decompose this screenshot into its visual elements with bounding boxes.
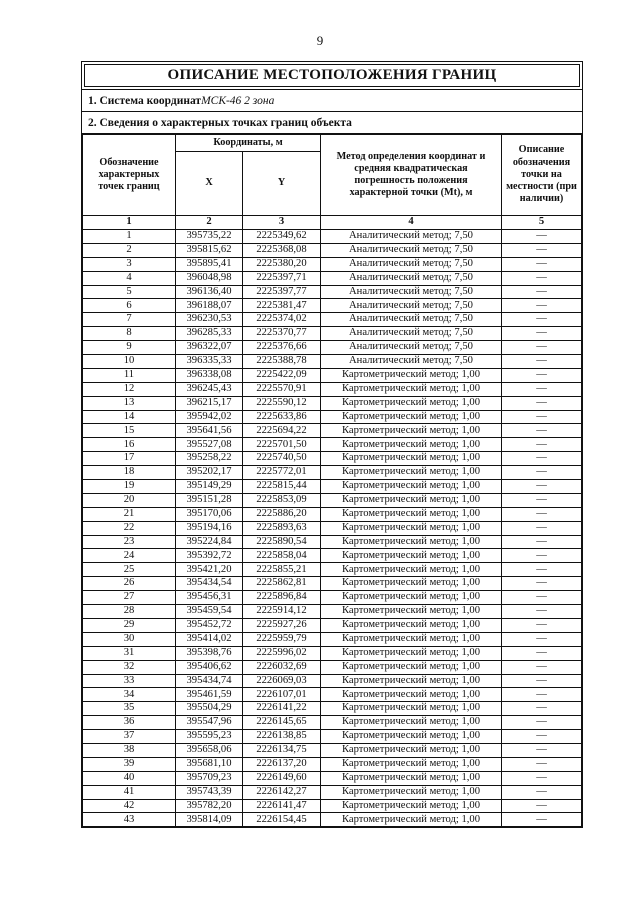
method-cell: Картометрический метод; 1,00: [321, 368, 502, 382]
coordinate-system-value: МСК-46 2 зона: [201, 94, 275, 107]
point-number: 38: [83, 743, 176, 757]
description-cell: —: [502, 702, 582, 716]
table-row: [83, 730, 582, 744]
description-cell: —: [502, 813, 582, 827]
table-row: [83, 424, 582, 438]
table-row: [83, 521, 582, 535]
table-row: [83, 480, 582, 494]
point-number: 32: [83, 660, 176, 674]
coord-y: 2225855,21: [243, 563, 321, 577]
coord-x: 395398,76: [176, 646, 243, 660]
description-cell: —: [502, 577, 582, 591]
coord-y: 2225896,84: [243, 591, 321, 605]
table-row: [83, 243, 582, 257]
coord-x: 395595,23: [176, 730, 243, 744]
coord-y: 2225858,04: [243, 549, 321, 563]
point-number: 29: [83, 618, 176, 632]
point-number: 8: [83, 327, 176, 341]
method-cell: Аналитический метод; 7,50: [321, 257, 502, 271]
coord-y: 2226107,01: [243, 688, 321, 702]
table-row: [83, 785, 582, 799]
description-cell: —: [502, 424, 582, 438]
coord-x: 395456,31: [176, 591, 243, 605]
coord-y: 2225570,91: [243, 382, 321, 396]
table-row: [83, 341, 582, 355]
header-method: Метод определения координат и средняя квадратическая погрешность положения характерной точки (Mt), м: [321, 135, 502, 216]
description-cell: —: [502, 549, 582, 563]
point-number: 5: [83, 285, 176, 299]
column-number: 1: [83, 216, 176, 230]
table-row: [83, 771, 582, 785]
method-cell: Аналитический метод; 7,50: [321, 230, 502, 244]
coord-x: 395743,39: [176, 785, 243, 799]
description-cell: —: [502, 674, 582, 688]
point-number: 20: [83, 493, 176, 507]
description-cell: —: [502, 507, 582, 521]
description-cell: —: [502, 396, 582, 410]
description-cell: —: [502, 632, 582, 646]
coord-x: 395942,02: [176, 410, 243, 424]
coord-x: 396322,07: [176, 341, 243, 355]
coord-x: 395709,23: [176, 771, 243, 785]
table-row: [83, 757, 582, 771]
coord-y: 2225914,12: [243, 605, 321, 619]
coord-x: 395202,17: [176, 466, 243, 480]
description-cell: —: [502, 243, 582, 257]
method-cell: Картометрический метод; 1,00: [321, 493, 502, 507]
description-cell: —: [502, 716, 582, 730]
point-number: 1: [83, 230, 176, 244]
section-2-heading: 2. Сведения о характерных точках границ объекта: [82, 112, 582, 134]
point-number: 18: [83, 466, 176, 480]
table-row: [83, 563, 582, 577]
point-number: 3: [83, 257, 176, 271]
coord-x: 395194,16: [176, 521, 243, 535]
coord-x: 396048,98: [176, 271, 243, 285]
coord-y: 2226137,20: [243, 757, 321, 771]
point-number: 33: [83, 674, 176, 688]
table-row: [83, 660, 582, 674]
coord-y: 2225381,47: [243, 299, 321, 313]
table-row: [83, 632, 582, 646]
description-cell: —: [502, 730, 582, 744]
point-number: 43: [83, 813, 176, 827]
coord-y: 2225374,02: [243, 313, 321, 327]
table-row: [83, 577, 582, 591]
point-number: 24: [83, 549, 176, 563]
point-number: 39: [83, 757, 176, 771]
coord-x: 396136,40: [176, 285, 243, 299]
coord-y: 2226138,85: [243, 730, 321, 744]
coord-y: 2225853,09: [243, 493, 321, 507]
column-number: 3: [243, 216, 321, 230]
coord-y: 2225370,77: [243, 327, 321, 341]
table-row: [83, 688, 582, 702]
method-cell: Картометрический метод; 1,00: [321, 674, 502, 688]
coord-y: 2225349,62: [243, 230, 321, 244]
method-cell: Аналитический метод; 7,50: [321, 341, 502, 355]
table-row: [83, 618, 582, 632]
table-row: [83, 313, 582, 327]
method-cell: Аналитический метод; 7,50: [321, 355, 502, 369]
coord-x: 395815,62: [176, 243, 243, 257]
coord-x: 395527,08: [176, 438, 243, 452]
coord-y: 2225772,01: [243, 466, 321, 480]
description-cell: —: [502, 618, 582, 632]
coord-y: 2225890,54: [243, 535, 321, 549]
table-row: [83, 591, 582, 605]
method-cell: Аналитический метод; 7,50: [321, 327, 502, 341]
table-row: [83, 507, 582, 521]
table-row: [83, 813, 582, 827]
coord-x: 395658,06: [176, 743, 243, 757]
coord-y: 2225397,77: [243, 285, 321, 299]
method-cell: Картометрический метод; 1,00: [321, 577, 502, 591]
point-number: 30: [83, 632, 176, 646]
method-cell: Картометрический метод; 1,00: [321, 438, 502, 452]
coord-y: 2225380,20: [243, 257, 321, 271]
table-row: [83, 355, 582, 369]
point-number: 31: [83, 646, 176, 660]
coord-y: 2225927,26: [243, 618, 321, 632]
point-number: 21: [83, 507, 176, 521]
method-cell: Картометрический метод; 1,00: [321, 799, 502, 813]
coord-x: 395641,56: [176, 424, 243, 438]
header-x: X: [176, 152, 243, 216]
point-number: 7: [83, 313, 176, 327]
point-number: 2: [83, 243, 176, 257]
table-row: [83, 702, 582, 716]
coord-y: 2226141,22: [243, 702, 321, 716]
method-cell: Картометрический метод; 1,00: [321, 646, 502, 660]
title-row: [82, 62, 582, 90]
column-number: 4: [321, 216, 502, 230]
boundary-description-form: [81, 61, 583, 828]
description-cell: —: [502, 591, 582, 605]
point-number: 13: [83, 396, 176, 410]
method-cell: Картометрический метод; 1,00: [321, 507, 502, 521]
point-number: 23: [83, 535, 176, 549]
method-cell: Картометрический метод; 1,00: [321, 549, 502, 563]
coord-x: 395459,54: [176, 605, 243, 619]
table-row: [83, 535, 582, 549]
method-cell: Картометрический метод; 1,00: [321, 716, 502, 730]
coord-x: 395224,84: [176, 535, 243, 549]
coord-y: 2225422,09: [243, 368, 321, 382]
page-number: 9: [316, 33, 324, 48]
point-number: 9: [83, 341, 176, 355]
coord-y: 2226149,60: [243, 771, 321, 785]
point-number: 17: [83, 452, 176, 466]
header-coordinates: Координаты, м: [176, 135, 321, 152]
coord-x: 395434,74: [176, 674, 243, 688]
method-cell: Картометрический метод; 1,00: [321, 785, 502, 799]
point-number: 40: [83, 771, 176, 785]
description-cell: —: [502, 382, 582, 396]
method-cell: Аналитический метод; 7,50: [321, 299, 502, 313]
coord-x: 395547,96: [176, 716, 243, 730]
description-cell: —: [502, 313, 582, 327]
coord-x: 395406,62: [176, 660, 243, 674]
description-cell: —: [502, 438, 582, 452]
coord-x: 395452,72: [176, 618, 243, 632]
column-number: 5: [502, 216, 582, 230]
method-cell: Картометрический метод; 1,00: [321, 424, 502, 438]
method-cell: Картометрический метод; 1,00: [321, 591, 502, 605]
point-number: 42: [83, 799, 176, 813]
method-cell: Картометрический метод; 1,00: [321, 730, 502, 744]
point-number: 37: [83, 730, 176, 744]
method-cell: Картометрический метод; 1,00: [321, 813, 502, 827]
table-row: [83, 549, 582, 563]
method-cell: Аналитический метод; 7,50: [321, 243, 502, 257]
coord-y: 2226154,45: [243, 813, 321, 827]
table-row: [83, 452, 582, 466]
method-cell: Картометрический метод; 1,00: [321, 521, 502, 535]
table-row: [83, 716, 582, 730]
coord-x: 395421,20: [176, 563, 243, 577]
page-title: ОПИСАНИЕ МЕСТОПОЛОЖЕНИЯ ГРАНИЦ: [84, 64, 580, 87]
description-cell: —: [502, 771, 582, 785]
coord-x: 395258,22: [176, 452, 243, 466]
coord-x: 395895,41: [176, 257, 243, 271]
coord-x: 395814,09: [176, 813, 243, 827]
header-designation: Обозначение характерных точек границ: [83, 135, 176, 216]
point-number: 25: [83, 563, 176, 577]
points-table-body: [83, 216, 582, 827]
method-cell: Картометрический метод; 1,00: [321, 410, 502, 424]
description-cell: —: [502, 368, 582, 382]
method-cell: Картометрический метод; 1,00: [321, 743, 502, 757]
point-number: 22: [83, 521, 176, 535]
coord-y: 2225368,08: [243, 243, 321, 257]
coord-x: 395170,06: [176, 507, 243, 521]
description-cell: —: [502, 466, 582, 480]
method-cell: Картометрический метод; 1,00: [321, 563, 502, 577]
point-number: 16: [83, 438, 176, 452]
description-cell: —: [502, 521, 582, 535]
description-cell: —: [502, 757, 582, 771]
table-row: [83, 799, 582, 813]
table-row: [83, 438, 582, 452]
header-description: Описание обозначения точки на местности (при наличии): [502, 135, 582, 216]
point-number: 41: [83, 785, 176, 799]
column-number: 2: [176, 216, 243, 230]
coord-x: 395414,02: [176, 632, 243, 646]
table-row: [83, 466, 582, 480]
method-cell: Картометрический метод; 1,00: [321, 535, 502, 549]
coord-x: 395735,22: [176, 230, 243, 244]
point-number: 15: [83, 424, 176, 438]
description-cell: —: [502, 299, 582, 313]
description-cell: —: [502, 355, 582, 369]
table-row: [83, 230, 582, 244]
point-number: 34: [83, 688, 176, 702]
description-cell: —: [502, 785, 582, 799]
method-cell: Картометрический метод; 1,00: [321, 618, 502, 632]
description-cell: —: [502, 257, 582, 271]
method-cell: Картометрический метод; 1,00: [321, 660, 502, 674]
point-number: 36: [83, 716, 176, 730]
coord-y: 2226145,65: [243, 716, 321, 730]
description-cell: —: [502, 341, 582, 355]
description-cell: —: [502, 452, 582, 466]
coord-y: 2226141,47: [243, 799, 321, 813]
table-row: [83, 285, 582, 299]
description-cell: —: [502, 660, 582, 674]
coord-y: 2226032,69: [243, 660, 321, 674]
point-number: 12: [83, 382, 176, 396]
header-y: Y: [243, 152, 321, 216]
description-cell: —: [502, 605, 582, 619]
description-cell: —: [502, 327, 582, 341]
coord-x: 396338,08: [176, 368, 243, 382]
table-row: [83, 396, 582, 410]
point-number: 10: [83, 355, 176, 369]
point-number: 26: [83, 577, 176, 591]
coord-y: 2225996,02: [243, 646, 321, 660]
points-table: [82, 134, 582, 827]
coord-y: 2225886,20: [243, 507, 321, 521]
coord-y: 2226142,27: [243, 785, 321, 799]
coord-x: 395151,28: [176, 493, 243, 507]
method-cell: Картометрический метод; 1,00: [321, 757, 502, 771]
coord-y: 2225397,71: [243, 271, 321, 285]
point-number: 6: [83, 299, 176, 313]
method-cell: Картометрический метод; 1,00: [321, 452, 502, 466]
coord-x: 395392,72: [176, 549, 243, 563]
column-number-row: [83, 216, 582, 230]
coord-x: 395434,54: [176, 577, 243, 591]
coord-y: 2225862,81: [243, 577, 321, 591]
table-row: [83, 674, 582, 688]
coord-x: 396285,33: [176, 327, 243, 341]
coordinate-system-row: [82, 90, 582, 112]
description-cell: —: [502, 563, 582, 577]
description-cell: —: [502, 799, 582, 813]
point-number: 27: [83, 591, 176, 605]
coord-y: 2225701,50: [243, 438, 321, 452]
point-number: 19: [83, 480, 176, 494]
table-row: [83, 368, 582, 382]
description-cell: —: [502, 743, 582, 757]
method-cell: Картометрический метод; 1,00: [321, 466, 502, 480]
coord-x: 395782,20: [176, 799, 243, 813]
coord-y: 2225590,12: [243, 396, 321, 410]
coordinate-system-label: 1. Система координат: [88, 94, 202, 107]
method-cell: Картометрический метод; 1,00: [321, 396, 502, 410]
coord-y: 2225815,44: [243, 480, 321, 494]
table-row: [83, 493, 582, 507]
coord-x: 396188,07: [176, 299, 243, 313]
method-cell: Картометрический метод; 1,00: [321, 771, 502, 785]
description-cell: —: [502, 230, 582, 244]
point-number: 28: [83, 605, 176, 619]
method-cell: Аналитический метод; 7,50: [321, 285, 502, 299]
method-cell: Картометрический метод; 1,00: [321, 688, 502, 702]
table-row: [83, 271, 582, 285]
table-row: [83, 743, 582, 757]
description-cell: —: [502, 646, 582, 660]
coord-x: 395681,10: [176, 757, 243, 771]
description-cell: —: [502, 271, 582, 285]
coord-y: 2226069,03: [243, 674, 321, 688]
table-row: [83, 646, 582, 660]
coord-x: 396245,43: [176, 382, 243, 396]
table-row: [83, 299, 582, 313]
coord-y: 2225959,79: [243, 632, 321, 646]
table-row: [83, 382, 582, 396]
coord-y: 2225893,63: [243, 521, 321, 535]
table-row: [83, 327, 582, 341]
method-cell: Аналитический метод; 7,50: [321, 313, 502, 327]
method-cell: Картометрический метод; 1,00: [321, 632, 502, 646]
table-row: [83, 605, 582, 619]
method-cell: Картометрический метод; 1,00: [321, 605, 502, 619]
coord-y: 2225694,22: [243, 424, 321, 438]
description-cell: —: [502, 285, 582, 299]
point-number: 11: [83, 368, 176, 382]
coord-y: 2225740,50: [243, 452, 321, 466]
coord-y: 2225633,86: [243, 410, 321, 424]
coord-x: 395149,29: [176, 480, 243, 494]
point-number: 14: [83, 410, 176, 424]
coord-y: 2225376,66: [243, 341, 321, 355]
method-cell: Картометрический метод; 1,00: [321, 480, 502, 494]
description-cell: —: [502, 493, 582, 507]
point-number: 4: [83, 271, 176, 285]
method-cell: Аналитический метод; 7,50: [321, 271, 502, 285]
coord-y: 2225388,78: [243, 355, 321, 369]
table-row: [83, 257, 582, 271]
description-cell: —: [502, 688, 582, 702]
coord-x: 395461,59: [176, 688, 243, 702]
method-cell: Картометрический метод; 1,00: [321, 382, 502, 396]
coord-x: 396215,17: [176, 396, 243, 410]
method-cell: Картометрический метод; 1,00: [321, 702, 502, 716]
table-row: [83, 410, 582, 424]
coord-x: 396335,33: [176, 355, 243, 369]
coord-x: 396230,53: [176, 313, 243, 327]
point-number: 35: [83, 702, 176, 716]
description-cell: —: [502, 535, 582, 549]
description-cell: —: [502, 480, 582, 494]
coord-x: 395504,29: [176, 702, 243, 716]
coord-y: 2226134,75: [243, 743, 321, 757]
description-cell: —: [502, 410, 582, 424]
